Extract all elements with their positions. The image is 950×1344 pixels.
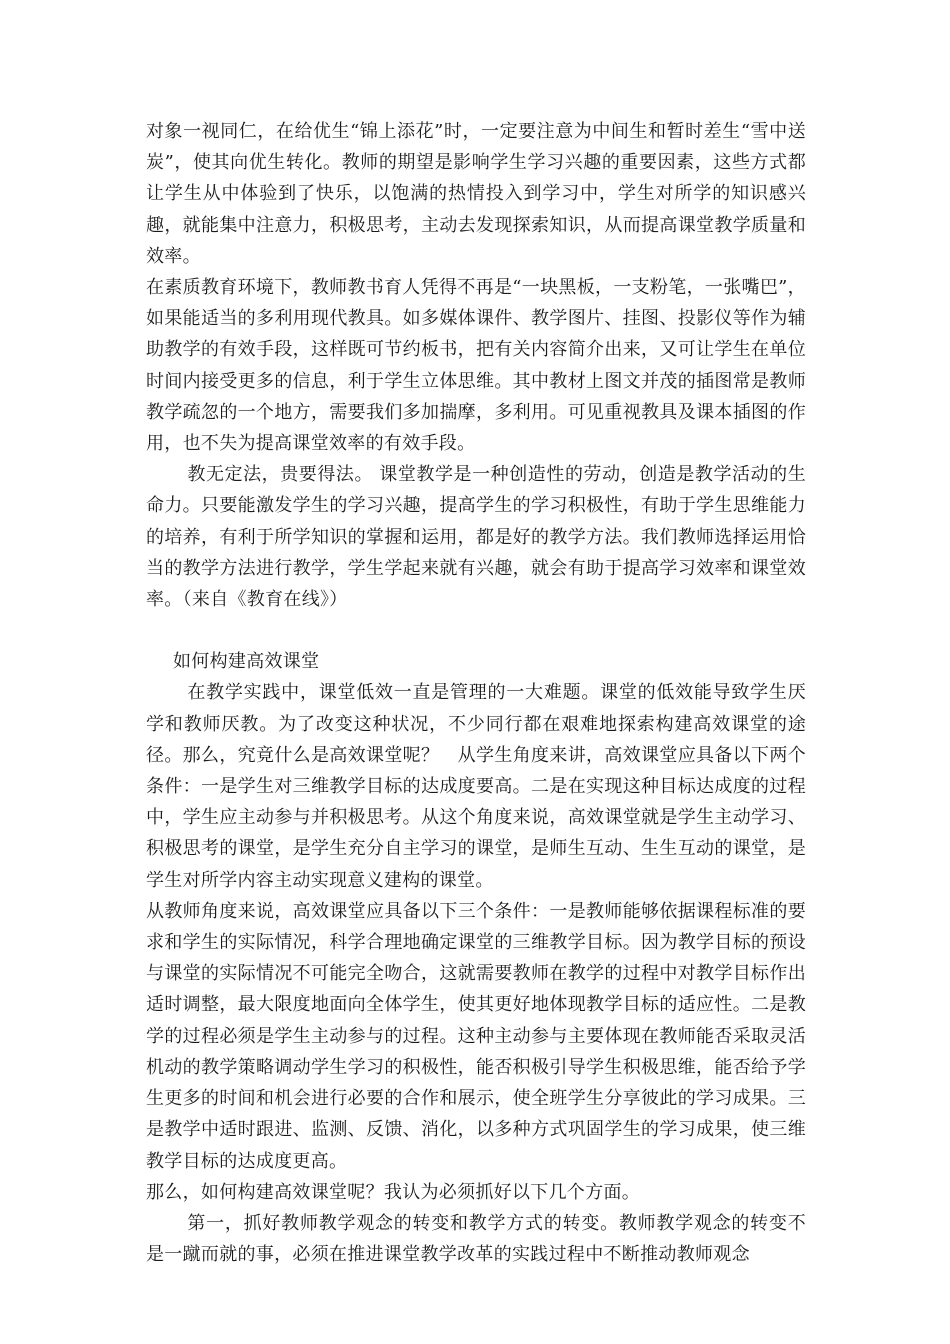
paragraph-1: 对象一视同仁，在给优生“锦上添花”时，一定要注意为中间生和暂时差生“雪中送炭”，使其向优生转化。教师的期望是影响学生学习兴趣的重要因素，这些方式都让学生从中体验到了快乐，以饱满的热情投入到学习中，学生对所学的知识感兴趣，就能集中注意力，积极思考，主动去发现探索知识，从而提高课堂教学质量和效率。 bbox=[146, 121, 806, 267]
blank-line bbox=[146, 615, 806, 646]
paragraph-2: 在素质教育环境下，教师教书育人凭得不再是“一块黑板，一支粉笔，一张嘴巴”，如果能适当的多利用现代教具。如多媒体课件、教学图片、挂图、投影仪等作为辅助教学的有效手段，这样既可节约板书，把有关内容简介出来，又可让学生在单位时间内接受更多的信息，利于学生立体思维。其中教材上图文并茂的插图常是教师教学疏忽的一个地方，需要我们多加揣摩，多利用。可见重视教具及课本插图的作用，也不失为提高课堂效率的有效手段。 bbox=[146, 277, 806, 455]
paragraph-7: 第一，抓好教师教学观念的转变和教学方式的转变。教师教学观念的转变不是一蹴而就的事，必须在推进课堂教学改革的实践过程中不断推动教师观念 bbox=[146, 1212, 806, 1266]
paragraph-6: 那么，如何构建高效课堂呢？我认为必须抓好以下几个方面。 bbox=[146, 1181, 641, 1203]
paragraph-5: 从教师角度来说，高效课堂应具备以下三个条件：一是教师能够依据课程标准的要求和学生的实际情况，科学合理地确定课堂的三维教学目标。因为教学目标的预设与课堂的实际情况不可能完全吻合，这就需要教师在教学的过程中对教学目标作出适时调整，最大限度地面向全体学生，使其更好地体现教学目标的适应性。二是教学的过程必须是学生主动参与的过程。这种主动参与主要体现在教师能否采取灵活机动的教学策略调动学生学习的积极性，能否积极引导学生积极思维，能否给予学生更多的时间和机会进行必要的合作和展示，使全班学生分享彼此的学习成果。三是教学中适时跟进、监测、反馈、消化，以多种方式巩固学生的学习成果，使三维教学目标的达成度更高。 bbox=[146, 900, 806, 1172]
paragraph-4: 在教学实践中，课堂低效一直是管理的一大难题。课堂的低效能导致学生厌学和教师厌教。为了改变这种状况，不少同行都在艰难地探索构建高效课堂的途径。那么，究竟什么是高效课堂呢？ 从学生角度来讲，高效课堂应具备以下两个条件：一是学生对三维教学目标的达成度要高。二是在实现这种目标达成度的过程中，学生应主动参与并积极思考。从这个角度来说，高效课堂就是学生主动学习、积极思考的课堂，是学生充分自主学习的课堂，是师生互动、生生互动的课堂，是学生对所学内容主动实现意义建构的课堂。 bbox=[146, 682, 806, 891]
paragraph-3: 教无定法，贵要得法。 课堂教学是一种创造性的劳动，创造是教学活动的生命力。只要能激发学生的学习兴趣，提高学生的学习积极性，有助于学生思维能力的培养，有利于所学知识的掌握和运用，都是好的教学方法。我们教师选择运用恰当的教学方法进行教学，学生学起来就有兴趣，就会有助于提高学习效率和课堂效率。（来自《教育在线》） bbox=[146, 464, 806, 611]
document-body bbox=[146, 116, 806, 1270]
section-heading: 如何构建高效课堂 bbox=[173, 651, 320, 673]
